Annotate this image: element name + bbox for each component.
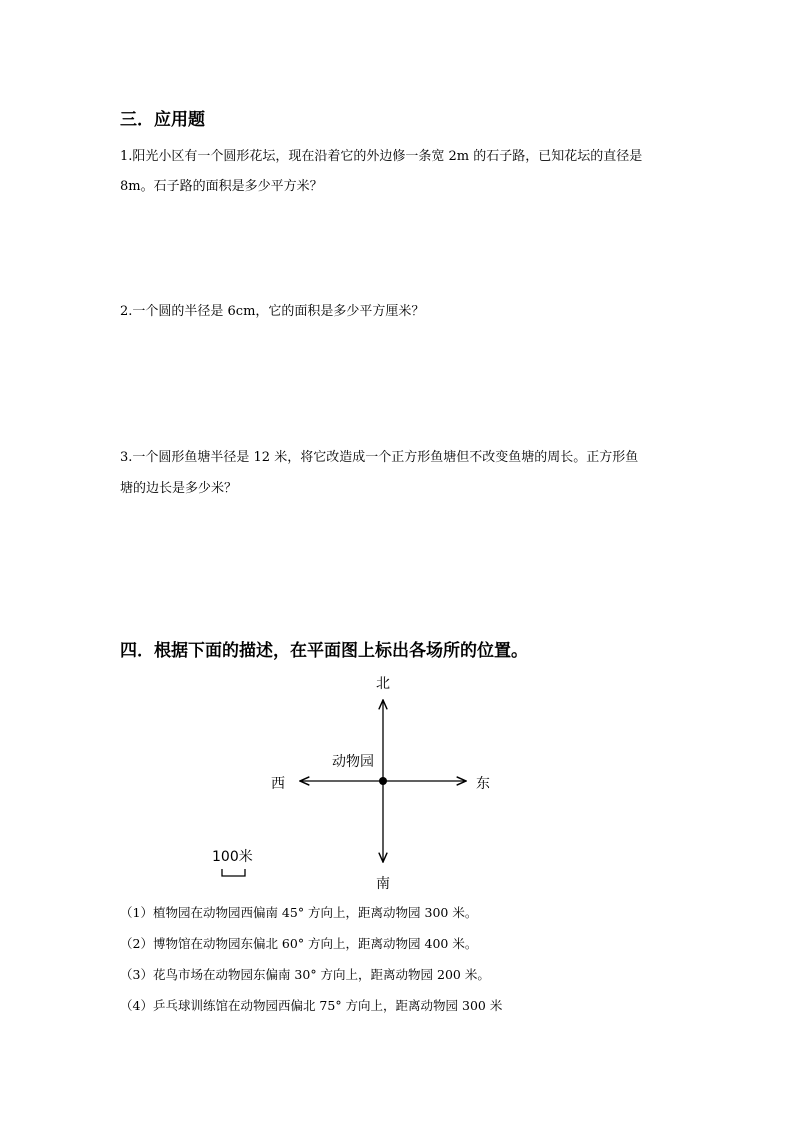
zoo-center-point — [379, 777, 387, 785]
section-4-heading: 四．根据下面的描述，在平面图上标出各场所的位置。 — [120, 641, 528, 661]
question-3-line-1: 3.一个圆形鱼塘半径是 12 米，将它改造成一个正方形鱼塘但不改变鱼塘的周长。正方形鱼 — [120, 450, 639, 465]
location-item-4: （4）乒乓球训练馆在动物园西偏北 75° 方向上，距离动物园 300 米 — [120, 998, 503, 1013]
section-3-heading: 三．应用题 — [120, 110, 205, 130]
question-1-line-1: 1.阳光小区有一个圆形花坛，现在沿着它的外边修一条宽 2m 的石子路，已知花坛的直径是 — [120, 149, 643, 164]
question-3-line-2: 塘的边长是多少米？ — [120, 481, 238, 496]
compass-south-label: 南 — [376, 876, 390, 892]
compass-east-label: 东 — [476, 776, 490, 792]
compass-west-label: 西 — [271, 776, 285, 792]
location-item-3: （3）花鸟市场在动物园东偏南 30° 方向上，距离动物园 200 米。 — [120, 967, 490, 982]
compass-north-label: 北 — [376, 676, 390, 692]
zoo-label: 动物园 — [332, 754, 374, 770]
scale-label: 100米 — [212, 849, 253, 865]
location-item-1: （1）植物园在动物园西偏南 45° 方向上，距离动物园 300 米。 — [120, 905, 478, 920]
scale-bar — [222, 869, 245, 876]
location-item-2: （2）博物馆在动物园东偏北 60° 方向上，距离动物园 400 米。 — [120, 936, 478, 951]
question-2: 2.一个圆的半径是 6cm，它的面积是多少平方厘米？ — [120, 304, 425, 319]
question-1-line-2: 8m。石子路的面积是多少平方米？ — [120, 179, 323, 194]
